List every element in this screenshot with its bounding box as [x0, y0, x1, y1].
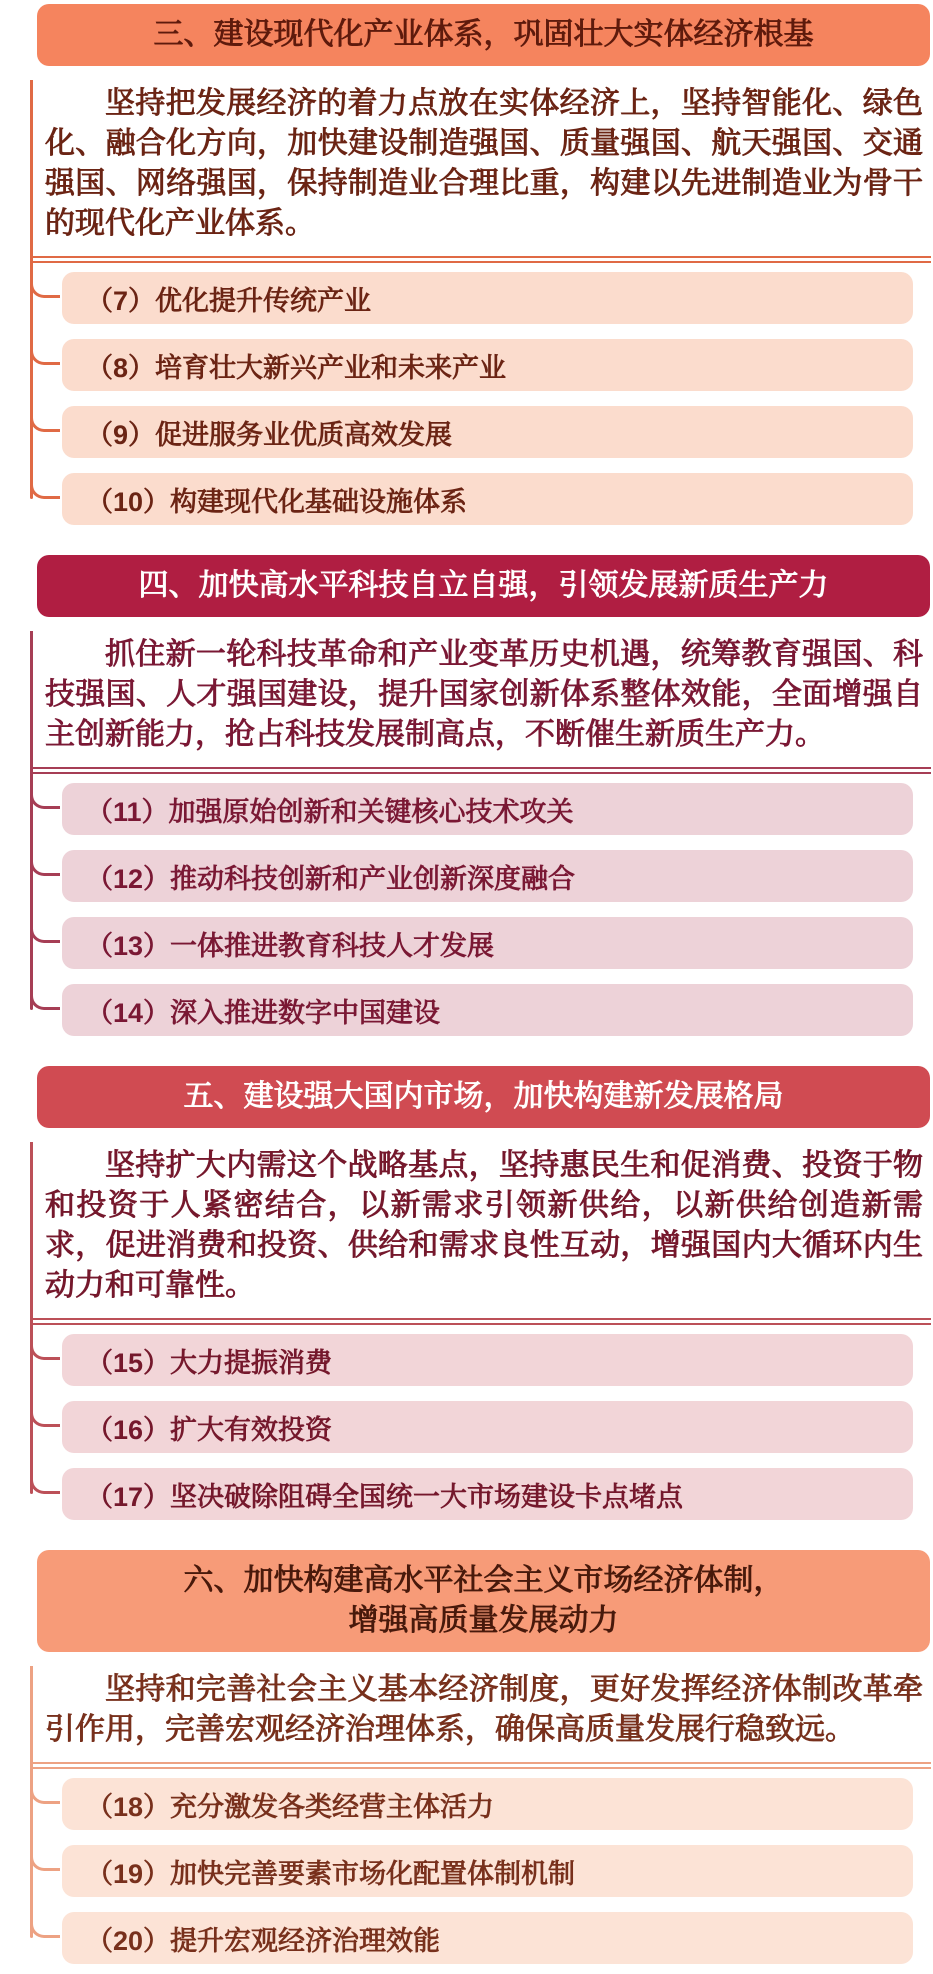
section-three-items	[0, 272, 933, 525]
branch-connector-line	[30, 477, 60, 499]
branch-connector-line	[30, 1472, 60, 1494]
section-five-items	[0, 1334, 933, 1520]
list-item	[62, 406, 913, 458]
double-underline	[30, 1318, 931, 1325]
branch-connector-line	[30, 1849, 60, 1871]
branch-connector-line	[30, 988, 60, 1010]
section-six-summary: 坚持和完善社会主义基本经济制度，更好发挥经济体制改革牵引作用，完善宏观经济治理体系，确保高质量发展行稳致远。	[45, 1673, 923, 1746]
list-item	[62, 1468, 913, 1520]
list-item-text: （15）大力提振消费	[86, 1347, 333, 1378]
double-underline	[30, 1762, 931, 1769]
section-header-title: 五、建设强大国内市场，加快构建新发展格局	[183, 1080, 784, 1113]
section-four	[0, 555, 933, 1036]
list-item-text: （14）深入推进数字中国建设	[86, 997, 441, 1028]
branch-connector-line	[30, 410, 60, 432]
section-four-summary: 抓住新一轮科技革命和产业变革历史机遇，统筹教育强国、科技强国、人才强国建设，提升国家创新体系整体效能，全面增强自主创新能力，抢占科技发展制高点，不断催生新质生产力。	[45, 638, 923, 751]
section-three-header	[37, 4, 930, 66]
section-header-title-line1: 六、加快构建高水平社会主义市场经济体制，	[183, 1564, 784, 1597]
section-five-header	[37, 1066, 930, 1128]
list-item	[62, 473, 913, 525]
section-five-summary: 坚持扩大内需这个战略基点，坚持惠民生和促消费、投资于物和投资于人紧密结合，以新需求引领新供给，以新供给创造新需求，促进消费和投资、供给和需求良性互动，增强国内大循环内生动力和可靠性。	[45, 1149, 923, 1302]
branch-connector-line	[30, 276, 60, 298]
list-item	[62, 850, 913, 902]
branch-connector-line	[30, 1916, 60, 1938]
list-item	[62, 783, 913, 835]
section-six	[0, 1550, 933, 1964]
branch-connector-line	[30, 854, 60, 876]
section-six-header	[37, 1550, 930, 1652]
tree-trunk-line	[30, 631, 33, 1010]
list-item-text: （12）推动科技创新和产业创新深度融合	[86, 863, 576, 894]
list-item-text: （16）扩大有效投资	[86, 1414, 333, 1445]
list-item-text: （11）加强原始创新和关键核心技术攻关	[86, 796, 574, 827]
double-underline	[30, 767, 931, 774]
list-item-text: （7）优化提升传统产业	[86, 285, 372, 316]
list-item	[62, 1778, 913, 1830]
list-item	[62, 1912, 913, 1964]
section-header-title: 四、加快高水平科技自立自强，引领发展新质生产力	[138, 569, 829, 602]
section-header-title: 三、建设现代化产业体系，巩固壮大实体经济根基	[153, 18, 814, 51]
branch-connector-line	[30, 1338, 60, 1360]
branch-connector-line	[30, 1405, 60, 1427]
list-item	[62, 984, 913, 1036]
section-six-content	[0, 1670, 933, 1964]
list-item	[62, 339, 913, 391]
section-five	[0, 1066, 933, 1520]
section-four-items	[0, 783, 933, 1036]
list-item	[62, 272, 913, 324]
tree-trunk-line	[30, 1142, 33, 1494]
branch-connector-line	[30, 1782, 60, 1804]
list-item	[62, 1845, 913, 1897]
list-item-text: （9）促进服务业优质高效发展	[86, 419, 453, 450]
section-three-content	[0, 84, 933, 525]
list-item-text: （8）培育壮大新兴产业和未来产业	[86, 352, 507, 383]
section-six-items	[0, 1778, 933, 1964]
list-item-text: （13）一体推进教育科技人才发展	[86, 930, 495, 961]
branch-connector-line	[30, 787, 60, 809]
double-underline	[30, 256, 931, 263]
list-item	[62, 1334, 913, 1386]
section-header-title-line2: 增强高质量发展动力	[348, 1604, 619, 1637]
section-three	[0, 4, 933, 525]
list-item	[62, 917, 913, 969]
section-five-content	[0, 1146, 933, 1520]
tree-trunk-line	[30, 1666, 33, 1938]
list-item	[62, 1401, 913, 1453]
section-three-summary: 坚持把发展经济的着力点放在实体经济上，坚持智能化、绿色化、融合化方向，加快建设制造强国、质量强国、航天强国、交通强国、网络强国，保持制造业合理比重，构建以先进制造业为骨干的现代化产业体系。	[45, 87, 923, 240]
list-item-text: （19）加快完善要素市场化配置体制机制	[86, 1858, 576, 1889]
branch-connector-line	[30, 343, 60, 365]
list-item-text: （18）充分激发各类经营主体活力	[86, 1791, 495, 1822]
section-four-content	[0, 635, 933, 1036]
list-item-text: （10）构建现代化基础设施体系	[86, 486, 468, 517]
list-item-text: （20）提升宏观经济治理效能	[86, 1925, 441, 1956]
section-four-header	[37, 555, 930, 617]
branch-connector-line	[30, 921, 60, 943]
list-item-text: （17）坚决破除阻碍全国统一大市场建设卡点堵点	[86, 1481, 684, 1512]
